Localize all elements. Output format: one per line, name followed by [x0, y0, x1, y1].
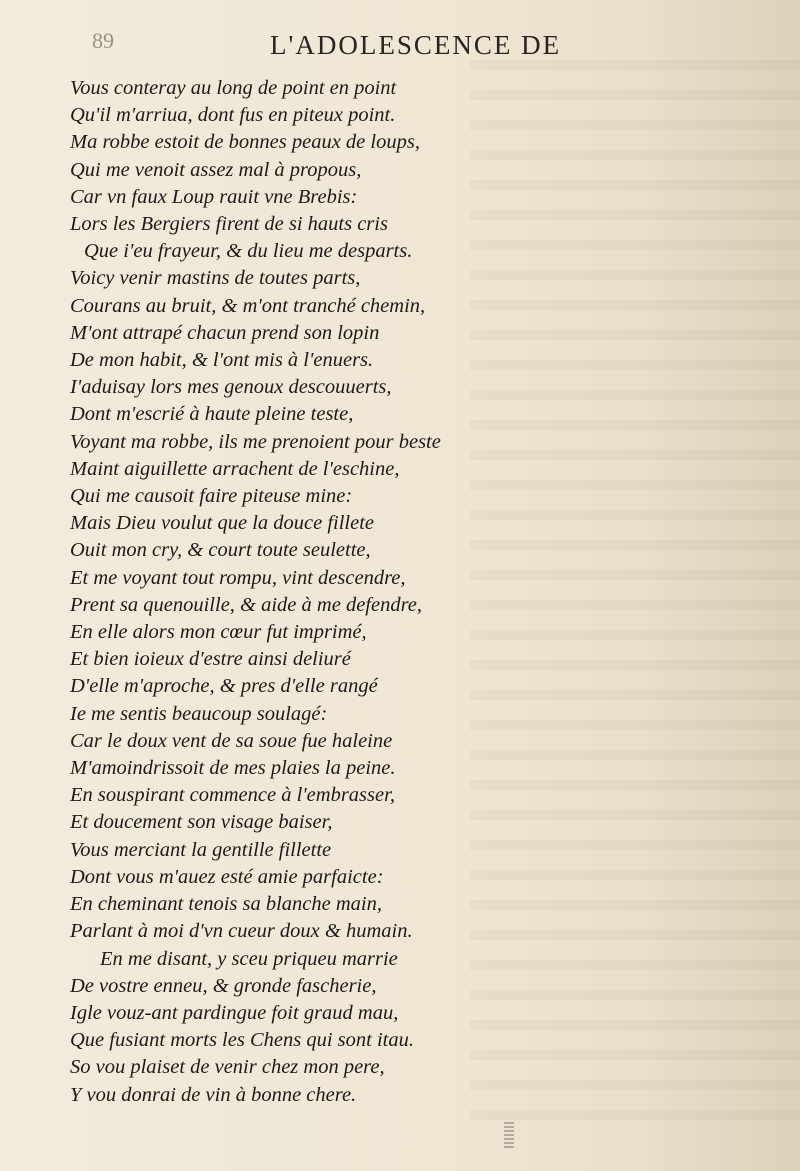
poem-line: Ouit mon cry, & court toute seulette,	[70, 539, 371, 562]
poem-line: Lors les Bergiers firent de si hauts cris	[70, 213, 388, 236]
poem-line: M'amoindrissoit de mes plaies la peine.	[70, 757, 396, 780]
poem-line: Que i'eu frayeur, & du lieu me desparts.	[84, 240, 413, 263]
poem-text	[70, 75, 470, 1109]
poem-line: Mais Dieu voulut que la douce fillete	[70, 512, 375, 535]
poem-line: En elle alors mon cœur fut imprimé,	[70, 621, 367, 644]
poem-line: Vous merciant la gentille fillette	[70, 838, 332, 861]
poem-line: En souspirant commence à l'embrasser,	[70, 784, 395, 807]
poem-line: En cheminant tenois sa blanche main,	[70, 893, 383, 916]
poem-line: Qu'il m'arriua, dont fus en piteux point.	[70, 104, 396, 127]
poem-line: Courans au bruit, & m'ont tranché chemin,	[70, 294, 426, 317]
show-through-text	[470, 60, 800, 1120]
poem-line: Maint aiguillette arrachent de l'eschine,	[70, 457, 400, 480]
poem-line: Car vn faux Loup rauit vne Brebis:	[70, 185, 358, 208]
poem-line: Car le doux vent de sa soue fue haleine	[70, 729, 393, 752]
poem-line: Voyant ma robbe, ils me prenoient pour beste	[70, 430, 441, 453]
poem-line: I'aduisay lors mes genoux descouuerts,	[70, 376, 392, 399]
poem-line: Parlant à moi d'vn cueur doux & humain.	[70, 920, 413, 943]
page-number: 89	[92, 28, 114, 53]
running-head: L'ADOLESCENCE DE	[270, 30, 562, 60]
poem-line: Qui me causoit faire piteuse mine:	[70, 485, 353, 508]
poem-line: De mon habit, & l'ont mis à l'enuers.	[70, 349, 374, 372]
poem-line: So vou plaiset de venir chez mon pere,	[70, 1056, 385, 1079]
poem-line: Dont m'escrié à haute pleine teste,	[70, 403, 354, 426]
poem-line: Vous conteray au long de point en point	[70, 77, 397, 99]
poem-line: Que fusiant morts les Chens qui sont itau.	[70, 1029, 414, 1052]
library-stamp	[504, 1122, 514, 1148]
poem-line: En me disant, y sceu priqueu marrie	[100, 947, 398, 970]
poem-line: Qui me venoit assez mal à propous,	[70, 158, 362, 181]
poem-line: D'elle m'aproche, & pres d'elle rangé	[70, 675, 378, 698]
poem-line: De vostre enneu, & gronde fascherie,	[70, 974, 377, 997]
poem-line: Voicy venir mastins de toutes parts,	[70, 267, 361, 290]
poem-line: Ie me sentis beaucoup soulagé:	[70, 702, 328, 725]
poem-line: Dont vous m'auez esté amie parfaicte:	[70, 865, 384, 888]
poem-line: Et doucement son visage baiser,	[70, 811, 333, 834]
poem-line: Igle vouz-ant pardingue foit graud mau,	[70, 1001, 399, 1024]
poem-line: Y vou donrai de vin à bonne chere.	[70, 1083, 357, 1106]
poem-line: Et bien ioieux d'estre ainsi deliuré	[70, 648, 351, 671]
poem-line: Et me voyant tout rompu, vint descendre,	[70, 566, 406, 589]
poem-line: M'ont attrapé chacun prend son lopin	[70, 321, 380, 344]
poem-line: Prent sa quenouille, & aide à me defendre,	[70, 593, 423, 616]
poem-line: Ma robbe estoit de bonnes peaux de loups,	[70, 131, 420, 154]
